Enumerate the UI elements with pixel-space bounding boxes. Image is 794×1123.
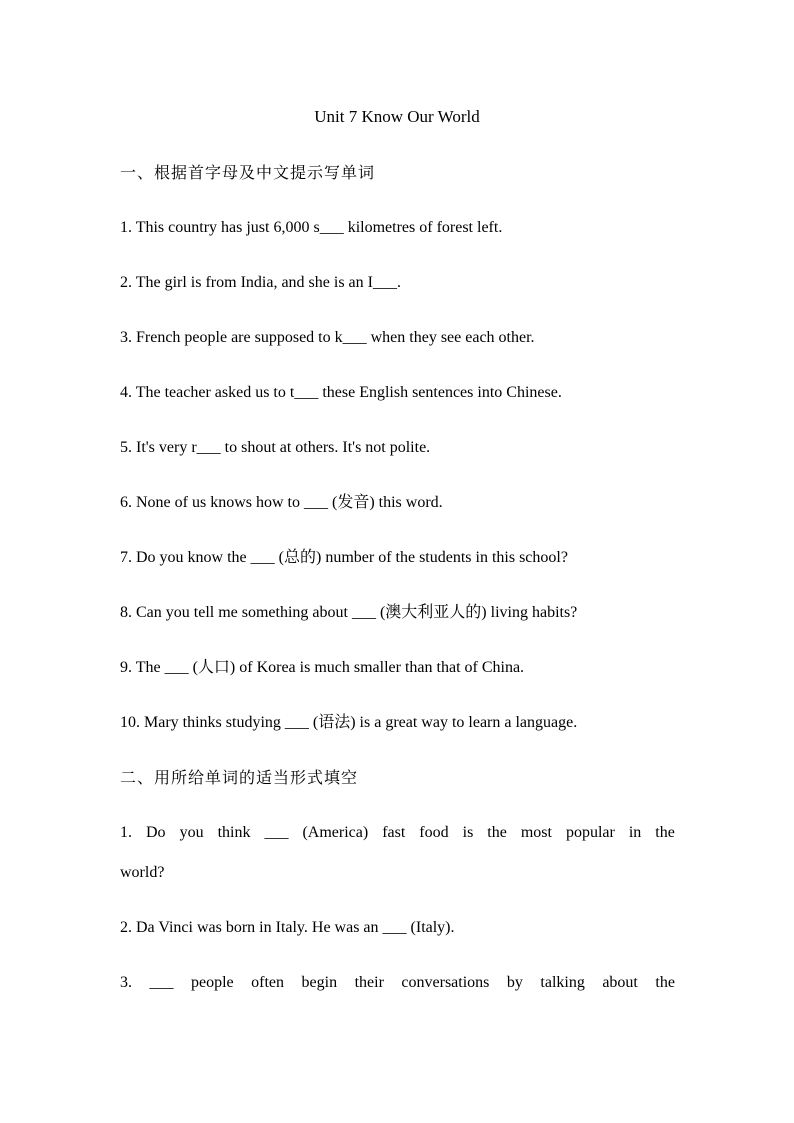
word: ___ (149, 974, 174, 991)
page-title: Unit 7 Know Our World (314, 107, 480, 126)
word: the (655, 974, 675, 991)
word: in (628, 824, 642, 841)
section2-item-1-line-1 (120, 822, 675, 844)
section1-item-4: 4. The teacher asked us to t___ these English sentences into Chinese. (120, 384, 562, 401)
word: by (506, 974, 523, 991)
word: Do (146, 824, 166, 841)
section1-item-5: 5. It's very r___ to shout at others. It's not polite. (120, 439, 431, 456)
section1-item-8: 8. Can you tell me something about ___ (澳大利亚人的) living habits? (120, 604, 578, 621)
section2-item-1-line-2: world? (120, 864, 165, 881)
word: conversations (401, 974, 490, 991)
word: (America) (302, 824, 369, 841)
section1-heading: 一、根据首字母及中文提示写单词 (120, 163, 376, 182)
word: 1. (120, 824, 132, 841)
word: people (191, 974, 234, 991)
word: fast (382, 824, 406, 841)
word: begin (301, 974, 338, 991)
word: the (487, 824, 507, 841)
word: ___ (264, 824, 289, 841)
section1-item-2: 2. The girl is from India, and she is an I___. (120, 274, 401, 291)
word: popular (565, 824, 615, 841)
section2-item-3-line-1 (120, 972, 675, 994)
word: is (462, 824, 474, 841)
section1-item-10: 10. Mary thinks studying ___ (语法) is a great way to learn a language. (120, 714, 578, 731)
word: about (602, 974, 638, 991)
word: often (251, 974, 285, 991)
word: food (419, 824, 449, 841)
section2-item-2: 2. Da Vinci was born in Italy. He was an ___ (Italy). (120, 919, 455, 936)
word: the (655, 824, 675, 841)
section1-item-3: 3. French people are supposed to k___ when they see each other. (120, 329, 535, 346)
word: their (354, 974, 384, 991)
section1-item-9: 9. The ___ (人口) of Korea is much smaller than that of China. (120, 659, 525, 676)
word: you (179, 824, 204, 841)
section1-item-6: 6. None of us knows how to ___ (发音) this word. (120, 494, 443, 511)
word: most (520, 824, 552, 841)
word: think (217, 824, 251, 841)
section1-item-7: 7. Do you know the ___ (总的) number of the students in this school? (120, 549, 568, 566)
section2-heading: 二、用所给单词的适当形式填空 (120, 768, 359, 787)
word: talking (540, 974, 585, 991)
section1-item-1: 1. This country has just 6,000 s___ kilometres of forest left. (120, 219, 503, 236)
word: 3. (120, 974, 132, 991)
